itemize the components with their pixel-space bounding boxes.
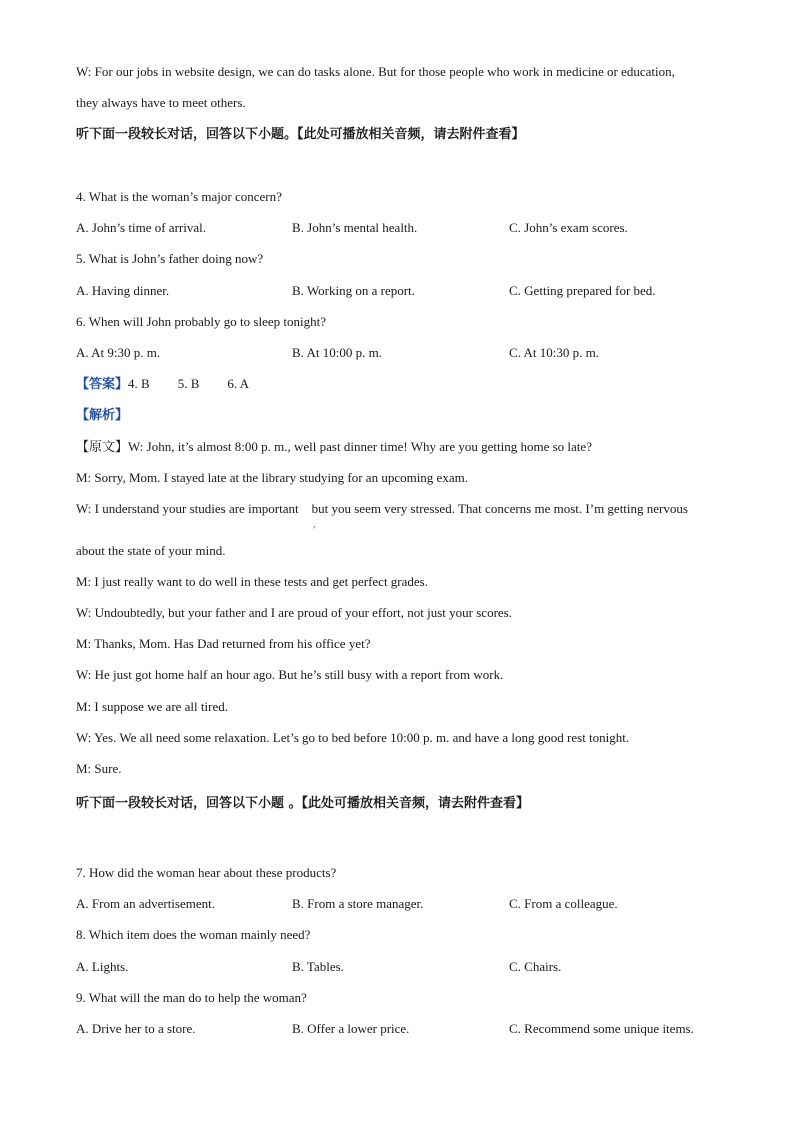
transcript-line-11: M: Sure. [76, 761, 122, 776]
option-a: A. At 9:30 p. m. [76, 345, 161, 360]
section2-instruction: 听下面一段较长对话，回答以下小题。【此处可播放相关音频，请去附件查看】 [76, 127, 525, 142]
question-8: 8. Which item does the woman mainly need? [76, 927, 311, 942]
transcript-line-9: M: I suppose we are all tired. [76, 699, 228, 714]
option-a: A. John’s time of arrival. [76, 220, 206, 235]
question-7: 7. How did the woman hear about these products? [76, 865, 337, 880]
transcript-text: W: John, it’s almost 8:00 p. m., well past dinner time! Why are you getting home so late? [128, 439, 592, 454]
intro-line-2: they always have to meet others. [76, 95, 246, 110]
option-b: B. John’s mental health. [292, 220, 418, 235]
stray-mark: , [313, 519, 316, 529]
option-a: A. Having dinner. [76, 283, 170, 298]
option-a: A. Drive her to a store. [76, 1021, 196, 1036]
option-b: B. Working on a report. [292, 283, 415, 298]
transcript-line-7: M: Thanks, Mom. Has Dad returned from his office yet? [76, 636, 371, 651]
transcript-line-10: W: Yes. We all need some relaxation. Let’s go to bed before 10:00 p. m. and have a long good rest tonight. [76, 730, 630, 745]
transcript-line-3: W: I understand your studies are important but you seem very stressed. That concerns me most. I’m getting nervous [76, 501, 688, 516]
question-4: 4. What is the woman’s major concern? [76, 189, 282, 204]
question-9: 9. What will the man do to help the woman? [76, 990, 307, 1005]
question-6: 6. When will John probably go to sleep tonight? [76, 314, 326, 329]
answer-6: 6. A [227, 376, 250, 391]
transcript-line-5: M: I just really want to do well in these tests and get perfect grades. [76, 574, 428, 589]
analysis-tag: 【解析】 [76, 408, 129, 423]
option-c: C. From a colleague. [509, 896, 618, 911]
option-b: B. Tables. [292, 959, 344, 974]
transcript-line-2: M: Sorry, Mom. I stayed late at the library studying for an upcoming exam. [76, 470, 468, 485]
option-c: C. Getting prepared for bed. [509, 283, 656, 298]
option-a: A. From an advertisement. [76, 896, 215, 911]
answer-line [76, 376, 277, 393]
section3-instruction: 听下面一段较长对话，回答以下小题 。【此处可播放相关音频，请去附件查看】 [76, 796, 530, 811]
intro-line-1: W: For our jobs in website design, we can do tasks alone. But for those people who work in medicine or education, [76, 64, 675, 79]
question-5: 5. What is John’s father doing now? [76, 251, 264, 266]
option-c: C. Chairs. [509, 959, 562, 974]
option-c: C. Recommend some unique items. [509, 1021, 694, 1036]
answer-5: 5. B [177, 376, 200, 391]
transcript-line-1 [76, 439, 592, 456]
option-a: A. Lights. [76, 959, 129, 974]
answer-tag: 【答案】 [76, 377, 129, 392]
transcript-tag: 【原文】 [76, 440, 129, 455]
option-c: C. John’s exam scores. [509, 220, 628, 235]
option-c: C. At 10:30 p. m. [509, 345, 599, 360]
option-b: B. Offer a lower price. [292, 1021, 410, 1036]
transcript-line-6: W: Undoubtedly, but your father and I are proud of your effort, not just your scores. [76, 605, 512, 620]
answer-4: 4. B [128, 376, 150, 391]
transcript-line-4: about the state of your mind. [76, 543, 226, 558]
option-b: B. At 10:00 p. m. [292, 345, 382, 360]
transcript-line-8: W: He just got home half an hour ago. But he’s still busy with a report from work. [76, 667, 504, 682]
option-b: B. From a store manager. [292, 896, 424, 911]
